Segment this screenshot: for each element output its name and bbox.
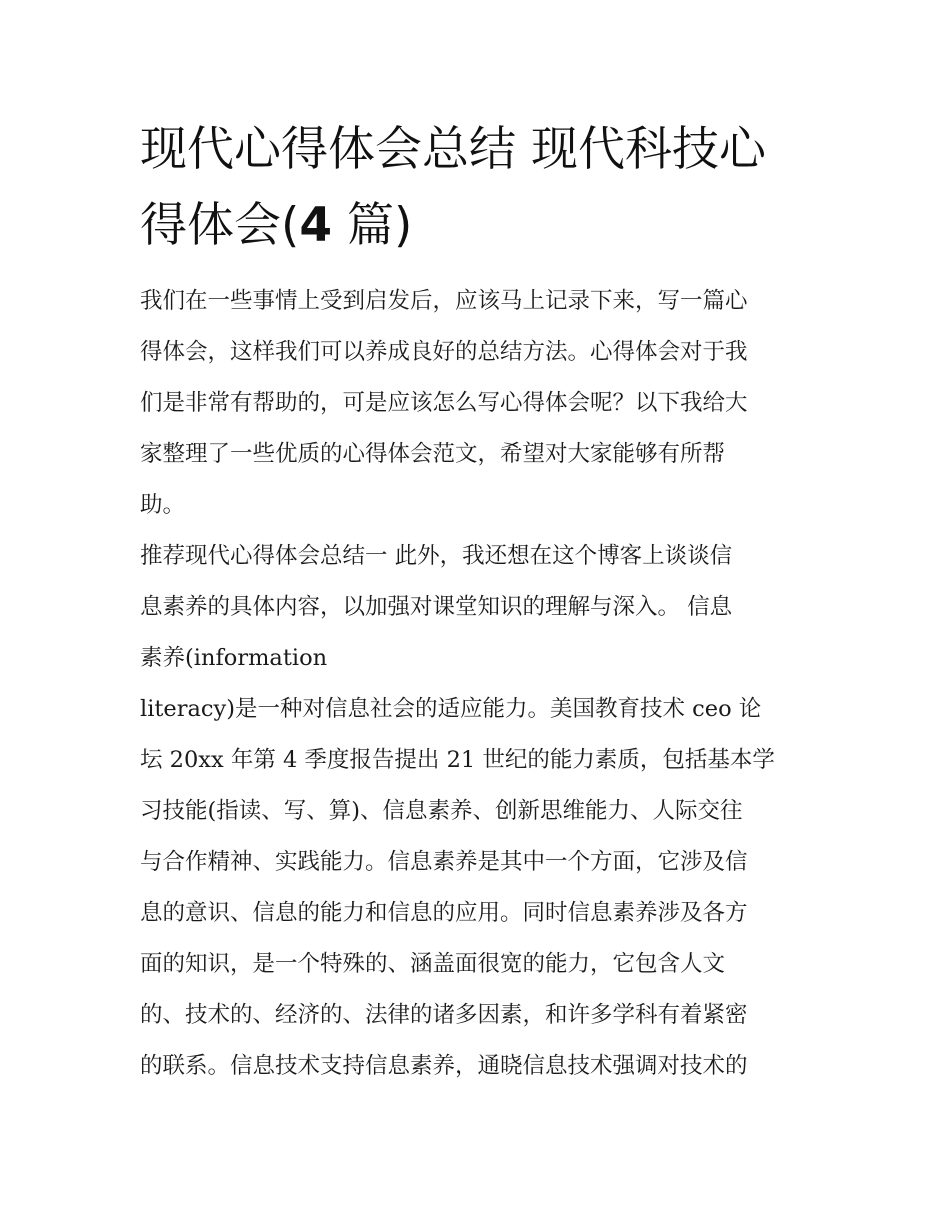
text-line: 坛 20xx 年第 4 季度报告提出 21 世纪的能力素质，包括基本学 bbox=[140, 747, 775, 773]
title-text: 得体会( bbox=[140, 198, 300, 253]
paragraph-intro bbox=[140, 276, 820, 531]
text-line: 素养(information bbox=[140, 645, 328, 671]
text-line: 的、技术的、经济的、法律的诸多因素，和许多学科有着紧密 bbox=[140, 1002, 748, 1028]
text-line: 助。 bbox=[140, 492, 186, 518]
document-title bbox=[140, 112, 820, 264]
text-line: literacy)是一种对信息社会的适应能力。美国教育技术 ceo 论 bbox=[140, 696, 762, 722]
text-line: 与合作精神、实践能力。信息素养是其中一个方面，它涉及信 bbox=[140, 849, 748, 875]
text-line: 们是非常有帮助的，可是应该怎么写心得体会呢？以下我给大 bbox=[140, 390, 748, 416]
title-line-2 bbox=[140, 188, 820, 264]
text-line: 家整理了一些优质的心得体会范文，希望对大家能够有所帮 bbox=[140, 441, 726, 467]
text-line: 息的意识、信息的能力和信息的应用。同时信息素养涉及各方 bbox=[140, 900, 748, 926]
text-line: 习技能(指读、写、算)、信息素养、创新思维能力、人际交往 bbox=[140, 798, 743, 824]
text-line: 面的知识，是一个特殊的、涵盖面很宽的能力，它包含人文 bbox=[140, 951, 726, 977]
title-suffix: 篇) bbox=[332, 198, 413, 253]
text-line: 得体会，这样我们可以养成良好的总结方法。心得体会对于我 bbox=[140, 339, 748, 365]
paragraph-recommend bbox=[140, 531, 820, 684]
text-line: 推荐现代心得体会总结一 此外，我还想在这个博客上谈谈信 bbox=[140, 543, 733, 569]
text-line: 的联系。信息技术支持信息素养，通晓信息技术强调对技术的 bbox=[140, 1053, 748, 1079]
text-line: 息素养的具体内容，以加强对课堂知识的理解与深入。 信息 bbox=[140, 594, 733, 620]
document-body bbox=[140, 276, 820, 1092]
title-line-1: 现代心得体会总结 现代科技心 bbox=[140, 122, 766, 177]
title-count: 4 bbox=[299, 198, 333, 253]
text-line: 我们在一些事情上受到启发后，应该马上记录下来，写一篇心 bbox=[140, 288, 748, 314]
paragraph-literacy bbox=[140, 684, 820, 1092]
